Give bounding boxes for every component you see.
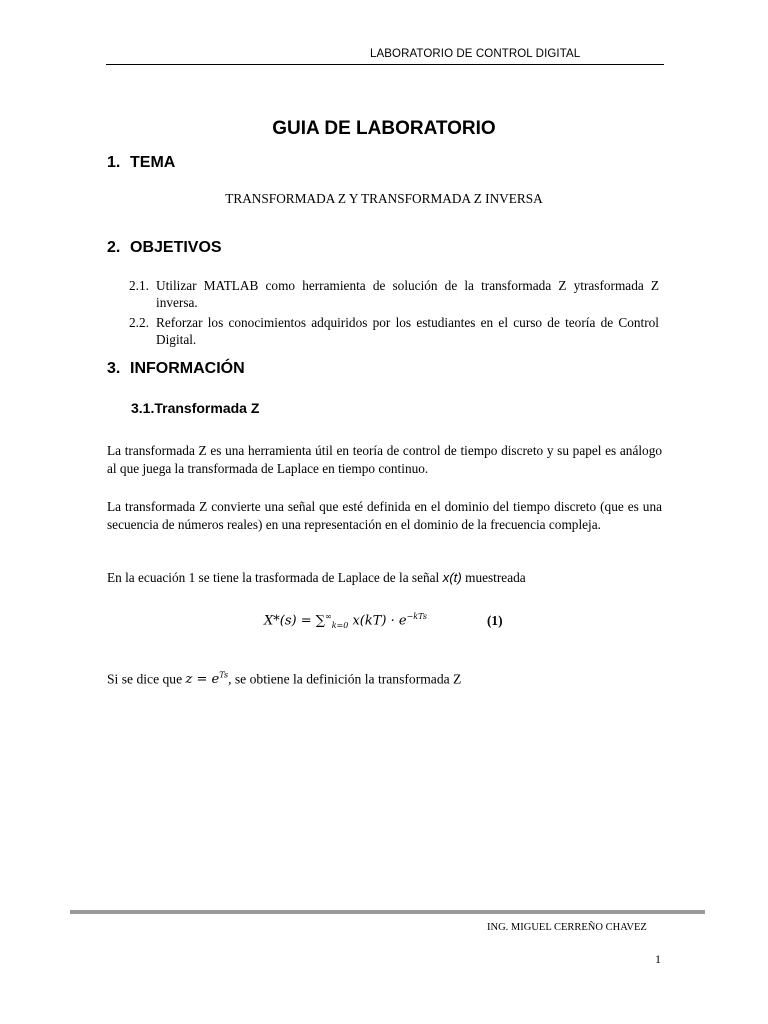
section-title: INFORMACIÓN xyxy=(130,360,245,377)
document-title: GUIA DE LABORATORIO xyxy=(272,118,496,139)
equation-label: (1) xyxy=(487,613,503,628)
equation-body: x(kT) · e xyxy=(348,613,407,629)
tema-text: TRANSFORMADA Z Y TRANSFORMADA Z INVERSA xyxy=(225,191,543,206)
z-definition xyxy=(107,671,461,687)
page-number: 1 xyxy=(655,952,661,966)
section-number: 3. xyxy=(107,360,121,377)
z-definition-lead: Si se dice que xyxy=(107,671,186,687)
section-heading-tema xyxy=(107,154,175,172)
section-number: 1. xyxy=(107,154,121,171)
objective-text: Utilizar MATLAB como herramienta de solución de la transformada Z ytrasformada Z inversa. xyxy=(156,278,659,310)
header-title: LABORATORIO DE CONTROL DIGITAL xyxy=(370,48,581,60)
z-definition-math xyxy=(186,672,229,687)
section-title: TEMA xyxy=(130,154,176,171)
section-title: OBJETIVOS xyxy=(130,239,222,256)
section-heading-objetivos xyxy=(107,239,222,257)
objective-number: 2.2. xyxy=(129,315,149,330)
paragraph-2: La transformada Z convierte una señal que esté definida en el dominio del tiempo discreto (que es una secuencia de números reales) en una representación en el dominio de la frecuencia compleja. xyxy=(107,499,662,532)
z-definition-expression: z = e xyxy=(185,672,220,688)
section-number: 2. xyxy=(107,239,121,256)
section-heading-informacion xyxy=(107,360,245,378)
z-definition-exponent: Ts xyxy=(219,671,229,680)
sum-upper-limit: ∞ xyxy=(325,612,332,621)
objective-item xyxy=(129,277,659,311)
footer-divider xyxy=(70,910,705,914)
paragraph-3-tail: muestreada xyxy=(461,570,526,585)
subsection-heading xyxy=(131,400,259,416)
subsection-number: 3.1. xyxy=(131,400,155,416)
equation-exponent: −kTs xyxy=(406,612,427,621)
equation-1 xyxy=(264,612,427,630)
paragraph-1: La transformada Z es una herramienta útil en teoría de control de tiempo discreto y su papel es análogo al que juega la transformada de Laplace en tiempo continuo. xyxy=(107,443,662,476)
signal-name: x(t) xyxy=(442,570,462,585)
paragraph-3-lead: En la ecuación 1 se tiene la trasformada de Laplace de la señal xyxy=(107,570,443,585)
objective-number: 2.1. xyxy=(129,278,149,293)
equation-lhs: X*(s) = xyxy=(264,613,316,629)
header-divider xyxy=(106,64,664,65)
paragraph-3 xyxy=(107,569,662,587)
objective-text: Reforzar los conocimientos adquiridos por los estudiantes en el curso de teoría de Control Digital. xyxy=(156,315,659,347)
footer-author: ING. MIGUEL CERREÑO CHAVEZ xyxy=(487,922,647,933)
sum-symbol: ∑ xyxy=(315,613,326,629)
z-definition-tail: , se obtiene la definición la transformada Z xyxy=(228,671,462,687)
objective-item xyxy=(129,314,659,348)
subsection-title: Transformada Z xyxy=(154,400,260,416)
sum-lower-limit: k=0 xyxy=(331,620,349,630)
